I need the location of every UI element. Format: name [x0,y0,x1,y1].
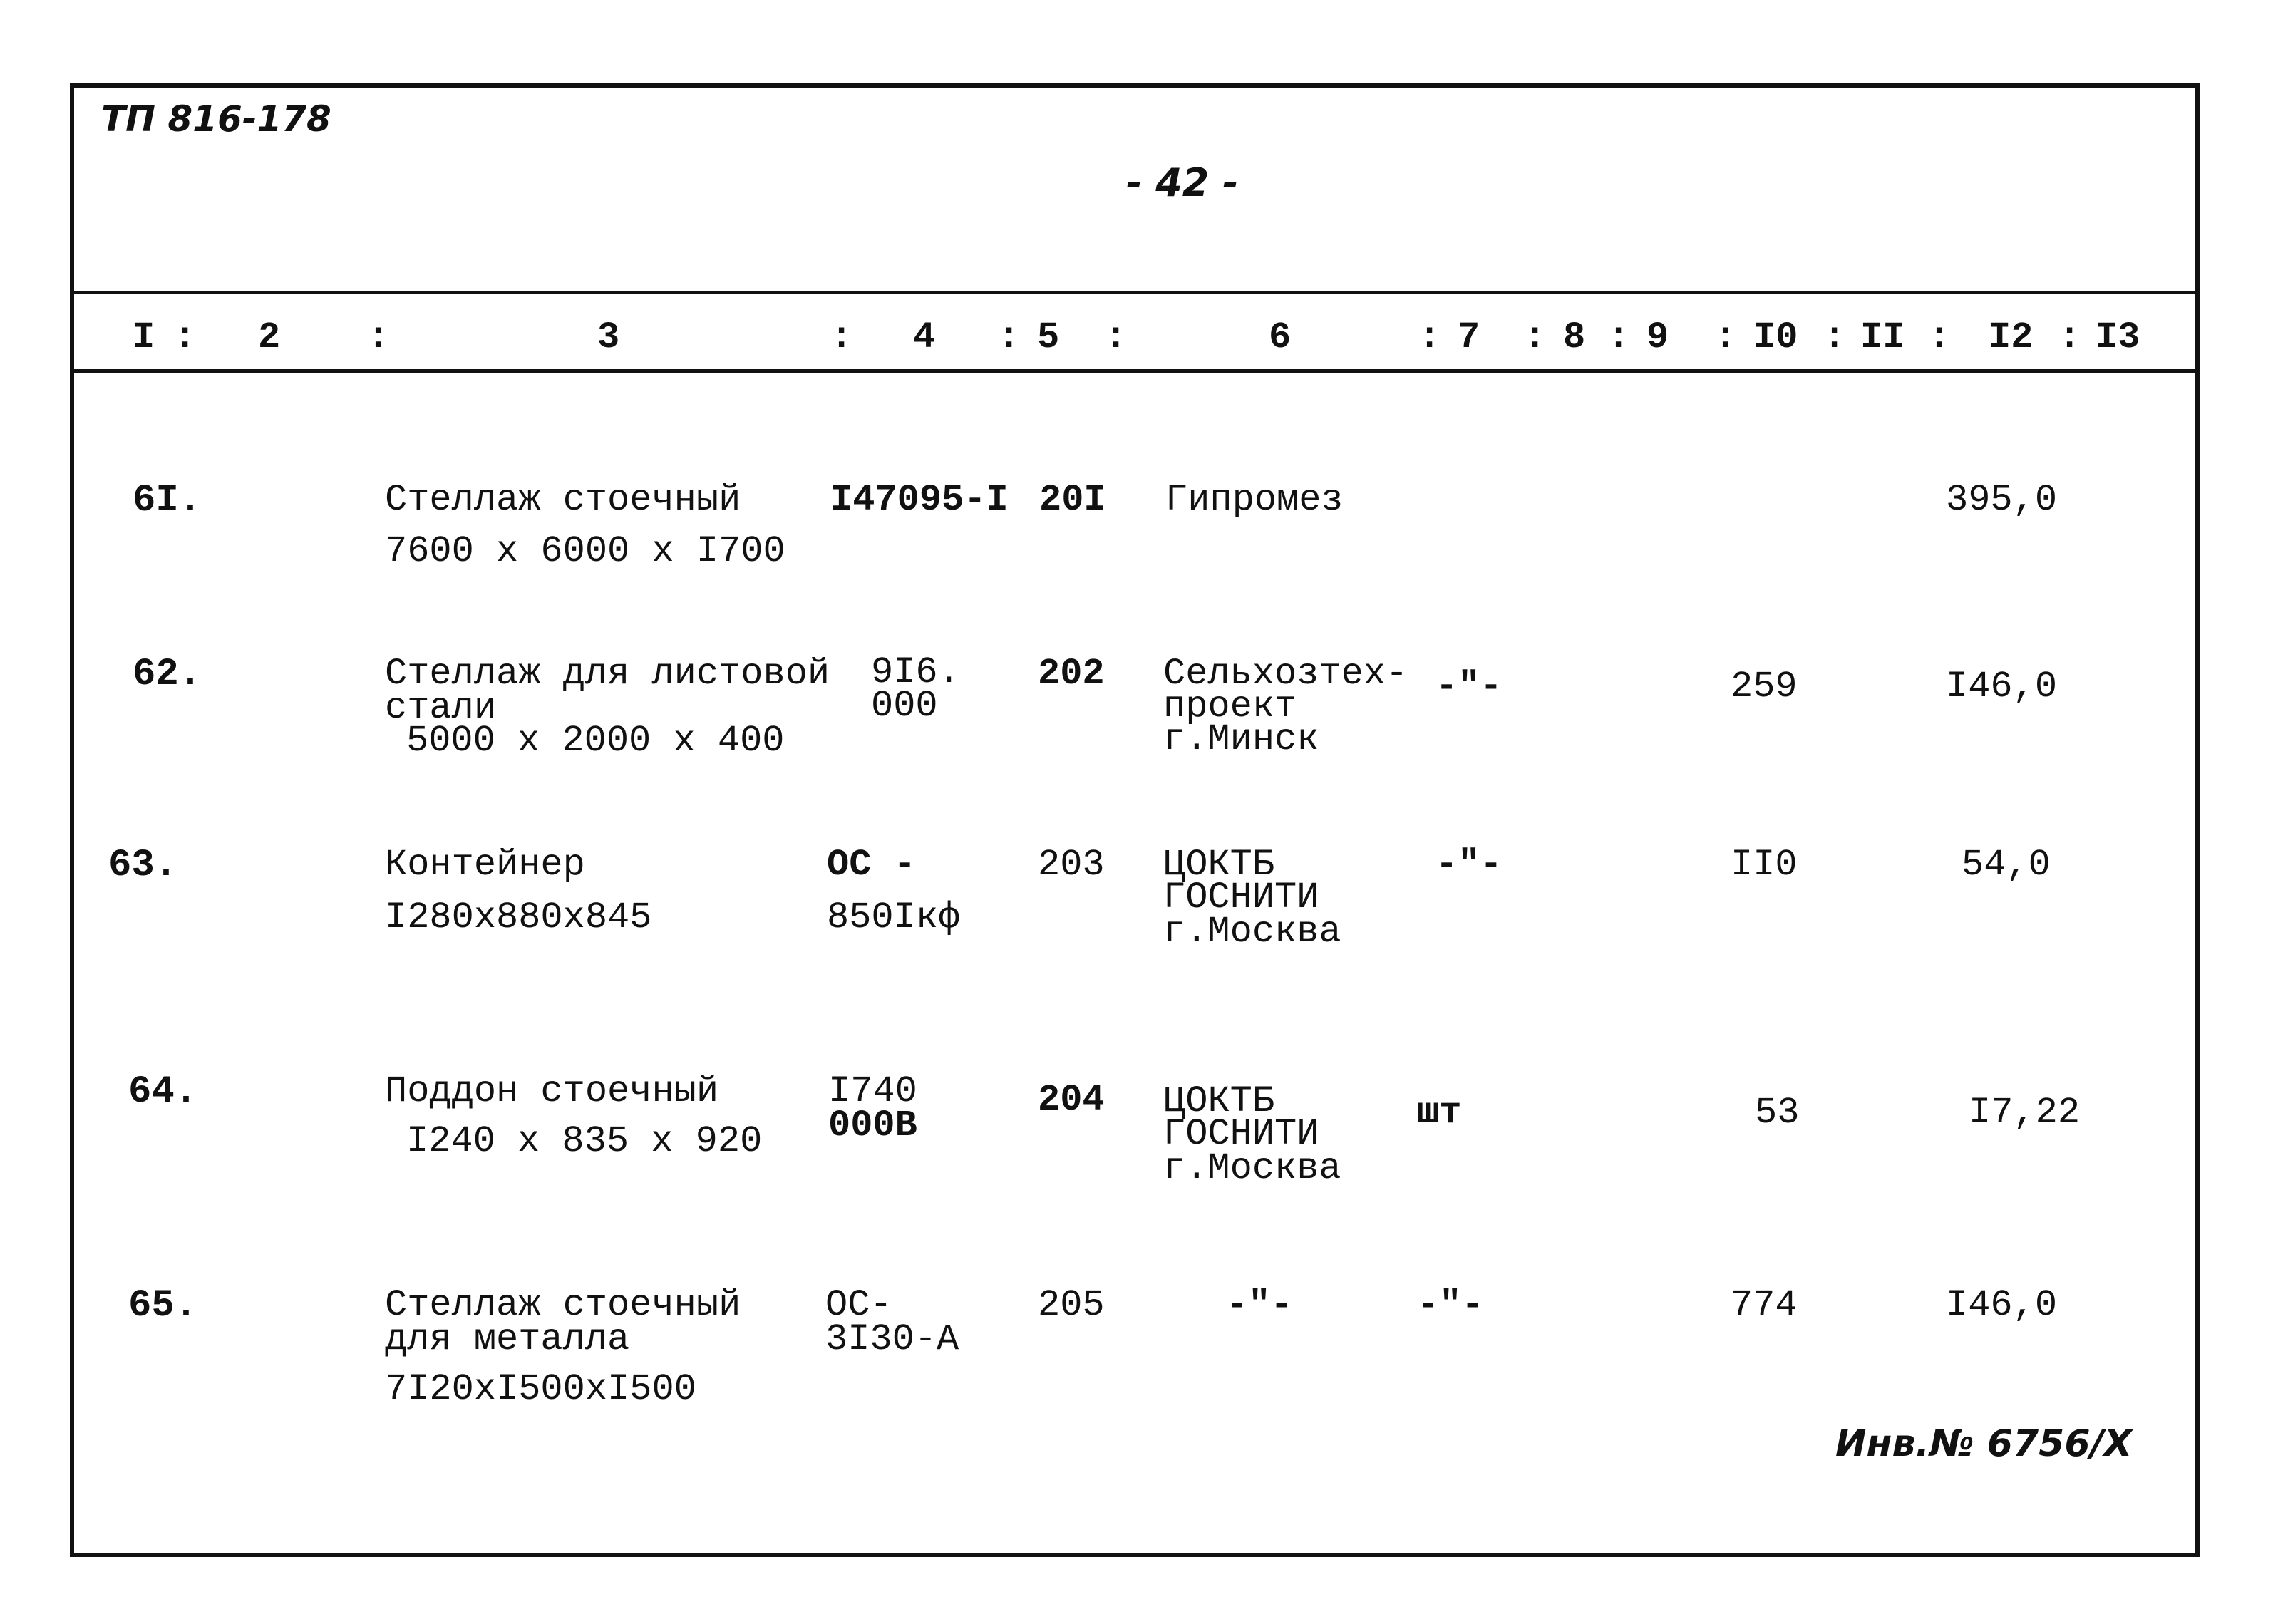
row-number: 64. [128,1070,198,1114]
row-number: 65. [128,1284,198,1328]
col-separator: : [1714,316,1737,358]
item-dimensions: 5000 x 2000 x 400 [406,720,785,762]
item-position: 204 [1038,1079,1105,1121]
item-organization-cont: ГОСНИТИ [1163,876,1319,919]
page-number: - 42 - [1126,160,1239,205]
item-weight: I46,0 [1946,666,2058,708]
item-weight: 54,0 [1962,844,2051,886]
col-header-7: 7 [1458,316,1480,358]
col-header-4: 4 [913,316,936,358]
document-code: ТП 816-178 [101,98,331,140]
item-weight: 395,0 [1946,479,2058,521]
item-dimensions: 7600 x 6000 x I700 [385,530,785,572]
header-divider-top [70,291,2200,294]
item-organization: ЦОКТБ [1163,844,1275,886]
col-separator: : [2058,316,2081,358]
item-code-cont: 850Iкф [827,896,961,938]
col-header-5: 5 [1037,316,1060,358]
col-separator: : [1418,316,1441,358]
item-organization-cont: проект [1163,686,1297,728]
item-code: 9I6. [871,651,960,693]
col-header-13: I3 [2096,316,2140,358]
item-organization: -"- [1226,1284,1293,1326]
col-separator: : [830,316,853,358]
item-city: г.Москва [1163,1147,1341,1189]
item-dimensions: I280x880x845 [385,896,652,938]
col-header-1: I [133,316,155,358]
item-position: 20I [1039,479,1106,521]
col-separator: : [1928,316,1951,358]
item-dimensions: 7I20xI500xI500 [385,1368,696,1410]
item-code-cont: 000В [828,1105,917,1147]
item-price: 53 [1755,1092,1800,1134]
item-code-cont: 3I30-А [825,1318,959,1360]
item-unit: -"- [1436,666,1503,708]
col-header-3: 3 [597,316,620,358]
item-price: 259 [1731,666,1798,708]
item-name-cont: стали [385,687,497,729]
item-code: I47095-I [830,479,1009,521]
col-header-8: 8 [1563,316,1586,358]
col-header-11: II [1860,316,1905,358]
item-name: Поддон стоечный [385,1070,719,1112]
item-organization: ЦОКТБ [1163,1080,1275,1122]
inventory-stamp: Инв.№ 6756/Х [1835,1422,2133,1465]
item-organization-cont: ГОСНИТИ [1163,1113,1319,1155]
item-name: Стеллаж для листовой [385,653,830,695]
item-unit: шт [1417,1092,1462,1134]
item-code: I740 [828,1070,917,1112]
item-city: г.Москва [1163,911,1341,953]
item-name: Стеллаж стоечный [385,1284,741,1326]
col-separator: : [1607,316,1630,358]
item-unit: -"- [1417,1284,1484,1326]
item-name: Контейнер [385,844,585,886]
col-separator: : [1823,316,1846,358]
item-organization: Сельхозтех- [1163,653,1408,695]
item-position: 203 [1038,844,1105,886]
item-unit: -"- [1436,844,1503,886]
row-number: 6I. [133,479,202,522]
item-code: ОС- [825,1284,892,1326]
col-header-10: I0 [1753,316,1798,358]
col-separator: : [367,316,390,358]
item-position: 202 [1038,653,1105,695]
col-separator: : [1524,316,1547,358]
item-name-cont: для металла [385,1318,630,1360]
item-price: 774 [1731,1284,1798,1326]
item-position: 205 [1038,1284,1105,1326]
col-separator: : [174,316,197,358]
item-name: Стеллаж стоечный [385,479,741,521]
col-header-6: 6 [1269,316,1292,358]
col-header-2: 2 [258,316,281,358]
item-weight: I46,0 [1946,1284,2058,1326]
item-code: ОС - [827,844,916,886]
col-header-12: I2 [1989,316,2034,358]
header-divider-bottom [70,369,2200,373]
item-code-cont: 000 [871,685,938,727]
item-organization: Гипромез [1165,479,1344,521]
row-number: 63. [108,844,178,887]
col-separator: : [998,316,1021,358]
col-separator: : [1105,316,1128,358]
row-number: 62. [133,653,202,696]
item-dimensions: I240 x 835 x 920 [406,1120,763,1162]
item-weight: I7,22 [1969,1092,2081,1134]
col-header-9: 9 [1646,316,1669,358]
item-city: г.Минск [1163,718,1319,760]
item-price: II0 [1731,844,1798,886]
